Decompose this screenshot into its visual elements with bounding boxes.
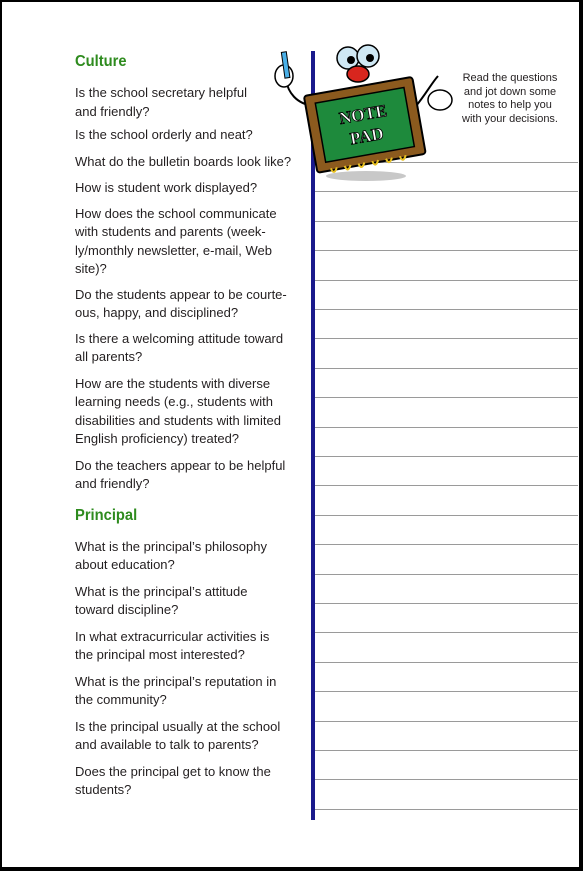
principal-question: What is the principal’s attitude toward discipline? [75,583,248,617]
note-line [315,809,578,810]
note-line [315,515,578,516]
principal-question: What is the principal’s reputation in the community? [75,673,277,707]
note-line [315,662,578,663]
principal-question: Does the principal get to know the students? [75,763,271,797]
note-line [315,544,578,545]
culture-question: How are the students with diverse learning needs (e.g., students with disabilities and students with limited English proficiency) treated? [75,375,281,446]
note-line [315,338,578,339]
note-line [315,250,578,251]
question-column [75,52,297,800]
culture-question: Is there a welcoming attitude toward all parents? [75,330,284,364]
note-line [315,721,578,722]
principal-question: Is the principal usually at the school and available to talk to parents? [75,718,281,752]
note-line [315,632,578,633]
principal-question: What is the principal’s philosophy about education? [75,538,267,572]
culture-question: Is the school orderly and neat? [75,127,253,142]
note-line [315,309,578,310]
note-line [315,691,578,692]
culture-question: Is the school secretary helpful and friendly? [75,85,247,119]
notepad-cartoon-icon [266,44,462,184]
note-line [315,485,578,486]
culture-question: What do the bulletin boards look like? [75,153,292,169]
note-line [315,221,578,222]
culture-question: Do the teachers appear to be helpful and friendly? [75,457,286,491]
culture-heading: Culture [75,53,127,70]
principal-heading: Principal [75,506,138,524]
note-line [315,280,578,281]
note-line [315,574,578,575]
notepad-title-line2: PAD [348,123,386,149]
note-line [315,603,578,604]
note-line [315,427,578,428]
note-line [315,191,578,192]
notepad-caption: Read the questions and jot down some notes to help you with your decisions. [462,72,558,125]
note-line [315,368,578,369]
culture-question: Do the students appear to be courte-ous, happy, and disciplined? [75,286,287,320]
note-line [315,750,578,751]
note-line [315,397,578,398]
culture-question: How is student work displayed? [75,180,258,195]
principal-question: In what extracurricular activities is the principal most interested? [75,628,270,662]
notepad-title-line1: NOTE [337,100,389,129]
note-line [315,779,578,780]
note-line [315,456,578,457]
culture-question: How does the school communicate with students and parents (week-ly/monthly newsletter, e-mail, Web site)? [75,205,277,276]
